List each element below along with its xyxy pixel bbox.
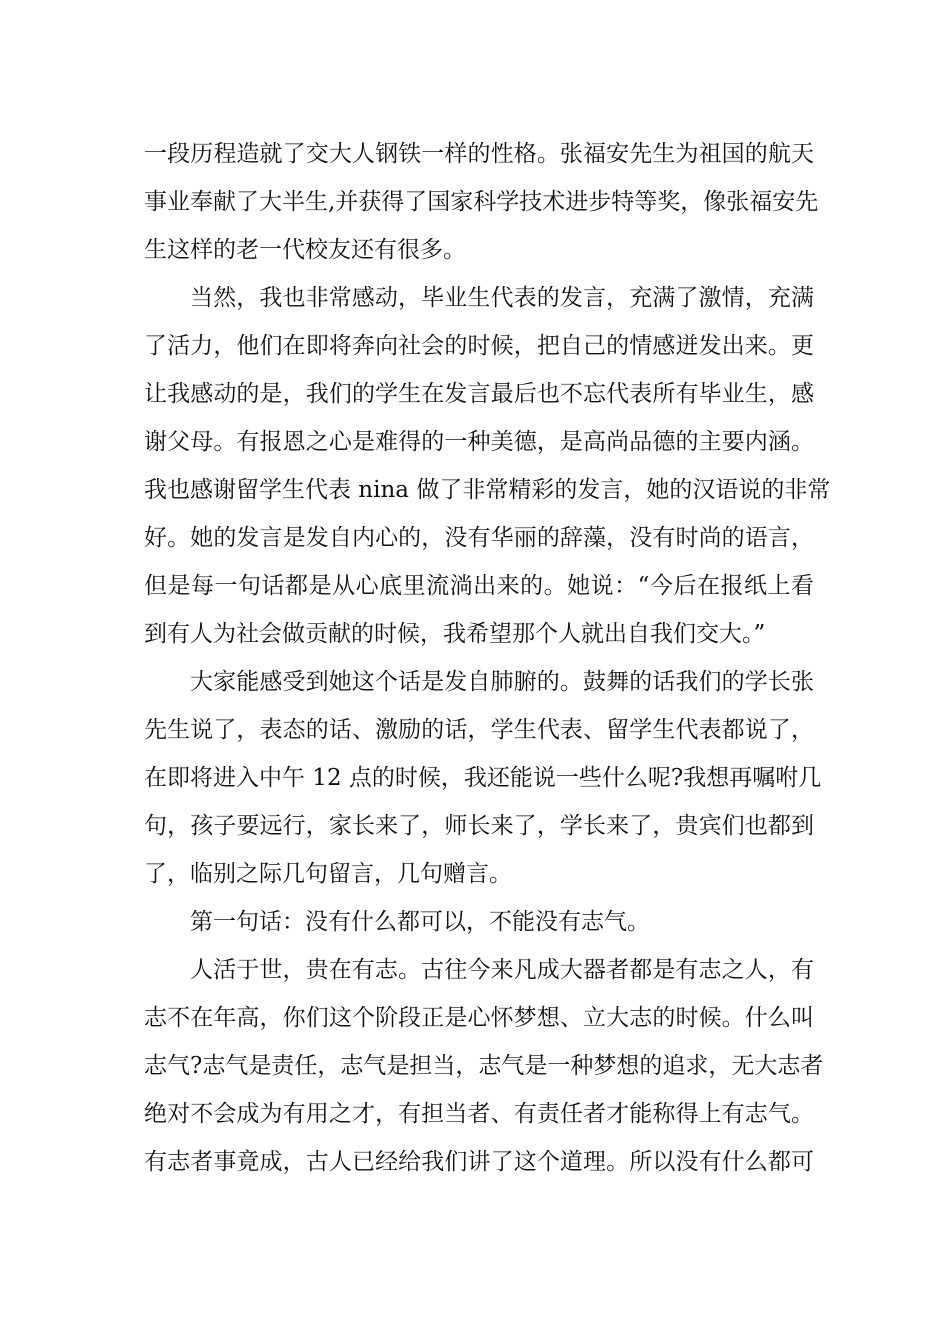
text-line: 在即将进入中午 12 点的时候，我还能说一些什么呢?我想再嘱咐几 (144, 765, 822, 791)
text-line: 一段历程造就了交大人钢铁一样的性格。张福安先生为祖国的航天 (144, 141, 814, 167)
text-line: 但是每一句话都是从心底里流淌出来的。她说：“今后在报纸上看 (144, 573, 814, 599)
text-line: 谢父母。有报恩之心是难得的一种美德，是高尚品德的主要内涵。 (144, 429, 814, 455)
text-line: 生这样的老一代校友还有很多。 (144, 237, 466, 263)
text-line: 到有人为社会做贡献的时候，我希望那个人就出自我们交大。” (144, 621, 766, 647)
text-line: 先生说了，表态的话、激励的话，学生代表、留学生代表都说了， (144, 717, 814, 743)
text-line: 志不在年高，你们这个阶段正是心怀梦想、立大志的时候。什么叫 (144, 1005, 814, 1031)
paragraph-first-line: 人活于世，贵在有志。古往今来凡成大器者都是有志之人，有 (190, 957, 814, 983)
text-line: 了，临别之际几句留言，几句赠言。 (144, 861, 512, 887)
text-line: 志气?志气是责任，志气是担当，志气是一种梦想的追求，无大志者 (144, 1053, 824, 1079)
text-line: 好。她的发言是发自内心的，没有华丽的辞藻，没有时尚的语言， (144, 525, 814, 551)
text-line: 让我感动的是，我们的学生在发言最后也不忘代表所有毕业生，感 (144, 381, 814, 407)
paragraph-first-line: 当然，我也非常感动，毕业生代表的发言，充满了激情，充满 (190, 285, 814, 311)
text-line: 了活力，他们在即将奔向社会的时候，把自己的情感迸发出来。更 (144, 333, 814, 359)
section-heading-line: 第一句话：没有什么都可以，不能没有志气。 (190, 909, 650, 935)
text-line: 有志者事竟成，古人已经给我们讲了这个道理。所以没有什么都可 (144, 1149, 814, 1175)
text-line: 事业奉献了大半生,并获得了国家科学技术进步特等奖，像张福安先 (144, 189, 819, 215)
paragraph-first-line: 大家能感受到她这个话是发自肺腑的。鼓舞的话我们的学长张 (190, 669, 814, 695)
text-line: 绝对不会成为有用之才，有担当者、有责任者才能称得上有志气。 (144, 1101, 814, 1127)
text-line: 我也感谢留学生代表 nina 做了非常精彩的发言，她的汉语说的非常 (144, 477, 831, 503)
text-line: 句，孩子要远行，家长来了，师长来了，学长来了，贵宾们也都到 (144, 813, 814, 839)
